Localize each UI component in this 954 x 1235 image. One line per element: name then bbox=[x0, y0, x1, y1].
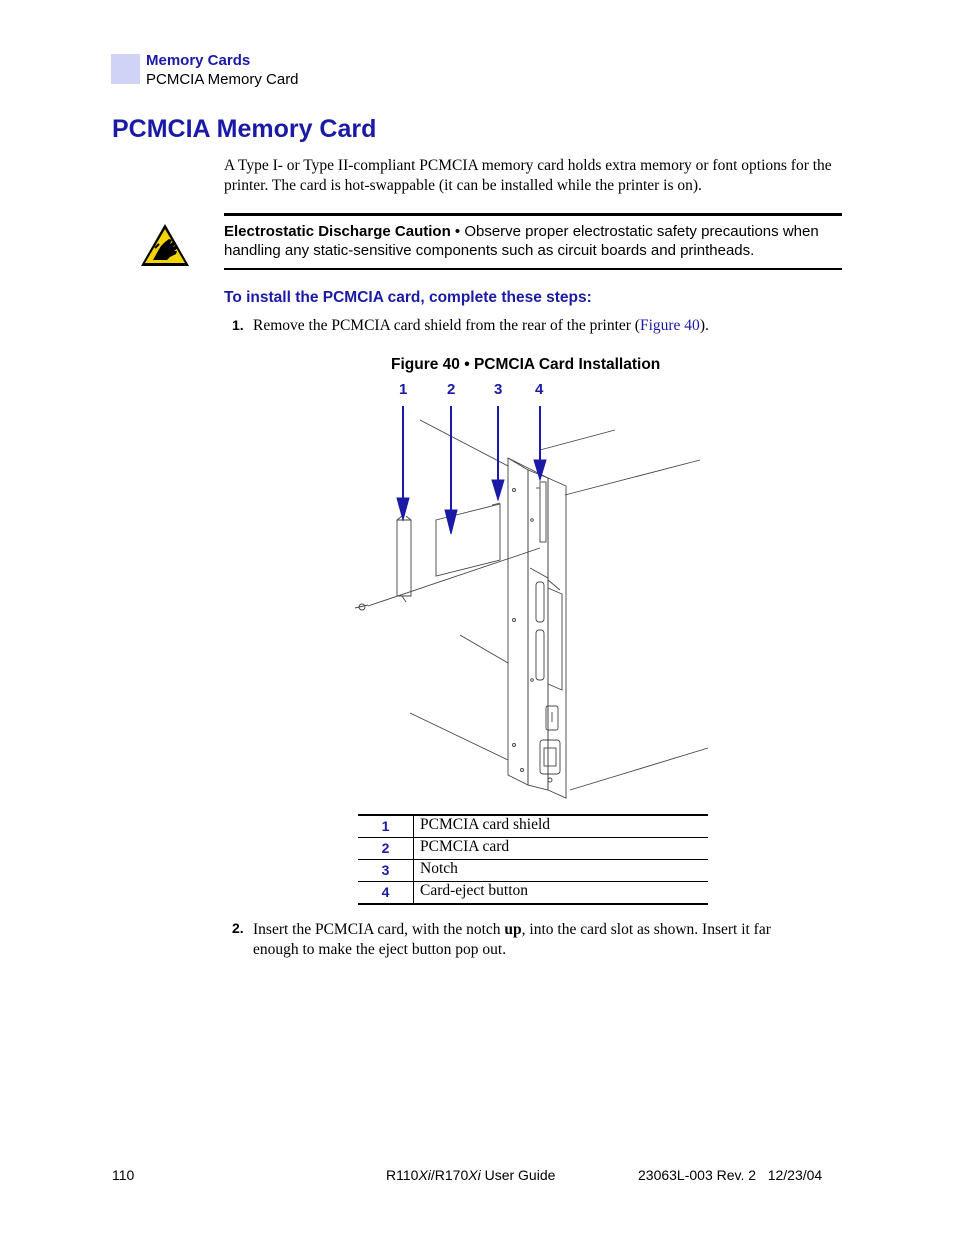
step-1 bbox=[232, 317, 709, 335]
figure-40-link[interactable]: Figure 40 bbox=[639, 317, 700, 334]
legend-number: 3 bbox=[358, 860, 414, 882]
footer-doc-number: 23063L-003 Rev. 2 12/23/04 bbox=[638, 1167, 823, 1183]
step-2-number: 2. bbox=[232, 920, 244, 936]
callout-4: 4 bbox=[535, 381, 544, 398]
caution-bottom-rule bbox=[224, 268, 842, 270]
step-2-text: Insert the PCMCIA card, with the notch up, into the card slot as shown. Insert it far enough to make the eject button pop out. bbox=[253, 921, 771, 958]
header-section-title: Memory Cards bbox=[146, 52, 251, 69]
intro-paragraph: A Type I- or Type II-compliant PCMCIA memory card holds extra memory or font options for the printer. The card is hot-swappable (it can be installed while the printer is on). bbox=[224, 157, 832, 194]
legend-description: Notch bbox=[420, 860, 458, 877]
step-2 bbox=[232, 920, 832, 958]
caution-body: Observe proper electrostatic safety precautions when handling any static-sensitive components such as circuit boards and printheads. bbox=[224, 223, 819, 259]
caution-title: Electrostatic Discharge Caution bbox=[224, 223, 451, 240]
callout-2: 2 bbox=[447, 381, 456, 398]
pcmcia-installation-figure bbox=[350, 395, 720, 805]
legend-description: PCMCIA card shield bbox=[420, 816, 551, 833]
footer-page-number: 110 bbox=[112, 1167, 135, 1183]
step-1-number: 1. bbox=[232, 317, 244, 333]
table-row bbox=[358, 838, 708, 860]
esd-hand-icon bbox=[139, 222, 191, 268]
procedure-heading: To install the PCMCIA card, complete these steps: bbox=[224, 289, 592, 306]
caution-note bbox=[224, 222, 844, 260]
legend-number: 1 bbox=[358, 815, 414, 838]
table-row bbox=[358, 815, 708, 838]
header-subsection-title: PCMCIA Memory Card bbox=[146, 71, 299, 88]
footer-guide-title: R110Xi/R170Xi User Guide bbox=[386, 1167, 556, 1183]
legend-description: Card-eject button bbox=[420, 882, 529, 899]
caution-separator: • bbox=[450, 223, 465, 240]
step-1-text: Remove the PCMCIA card shield from the rear of the printer (Figure 40). bbox=[253, 317, 709, 334]
callout-1: 1 bbox=[399, 381, 408, 398]
callout-3: 3 bbox=[494, 381, 503, 398]
legend-description: PCMCIA card bbox=[420, 838, 510, 855]
table-row bbox=[358, 860, 708, 882]
table-row bbox=[358, 882, 708, 905]
figure-caption: Figure 40 • PCMCIA Card Installation bbox=[391, 356, 661, 373]
header-color-block bbox=[111, 54, 140, 84]
legend-number: 4 bbox=[358, 882, 414, 905]
page-title: PCMCIA Memory Card bbox=[112, 115, 377, 143]
figure-legend-table bbox=[358, 814, 708, 905]
legend-number: 2 bbox=[358, 838, 414, 860]
caution-top-rule bbox=[224, 213, 842, 216]
